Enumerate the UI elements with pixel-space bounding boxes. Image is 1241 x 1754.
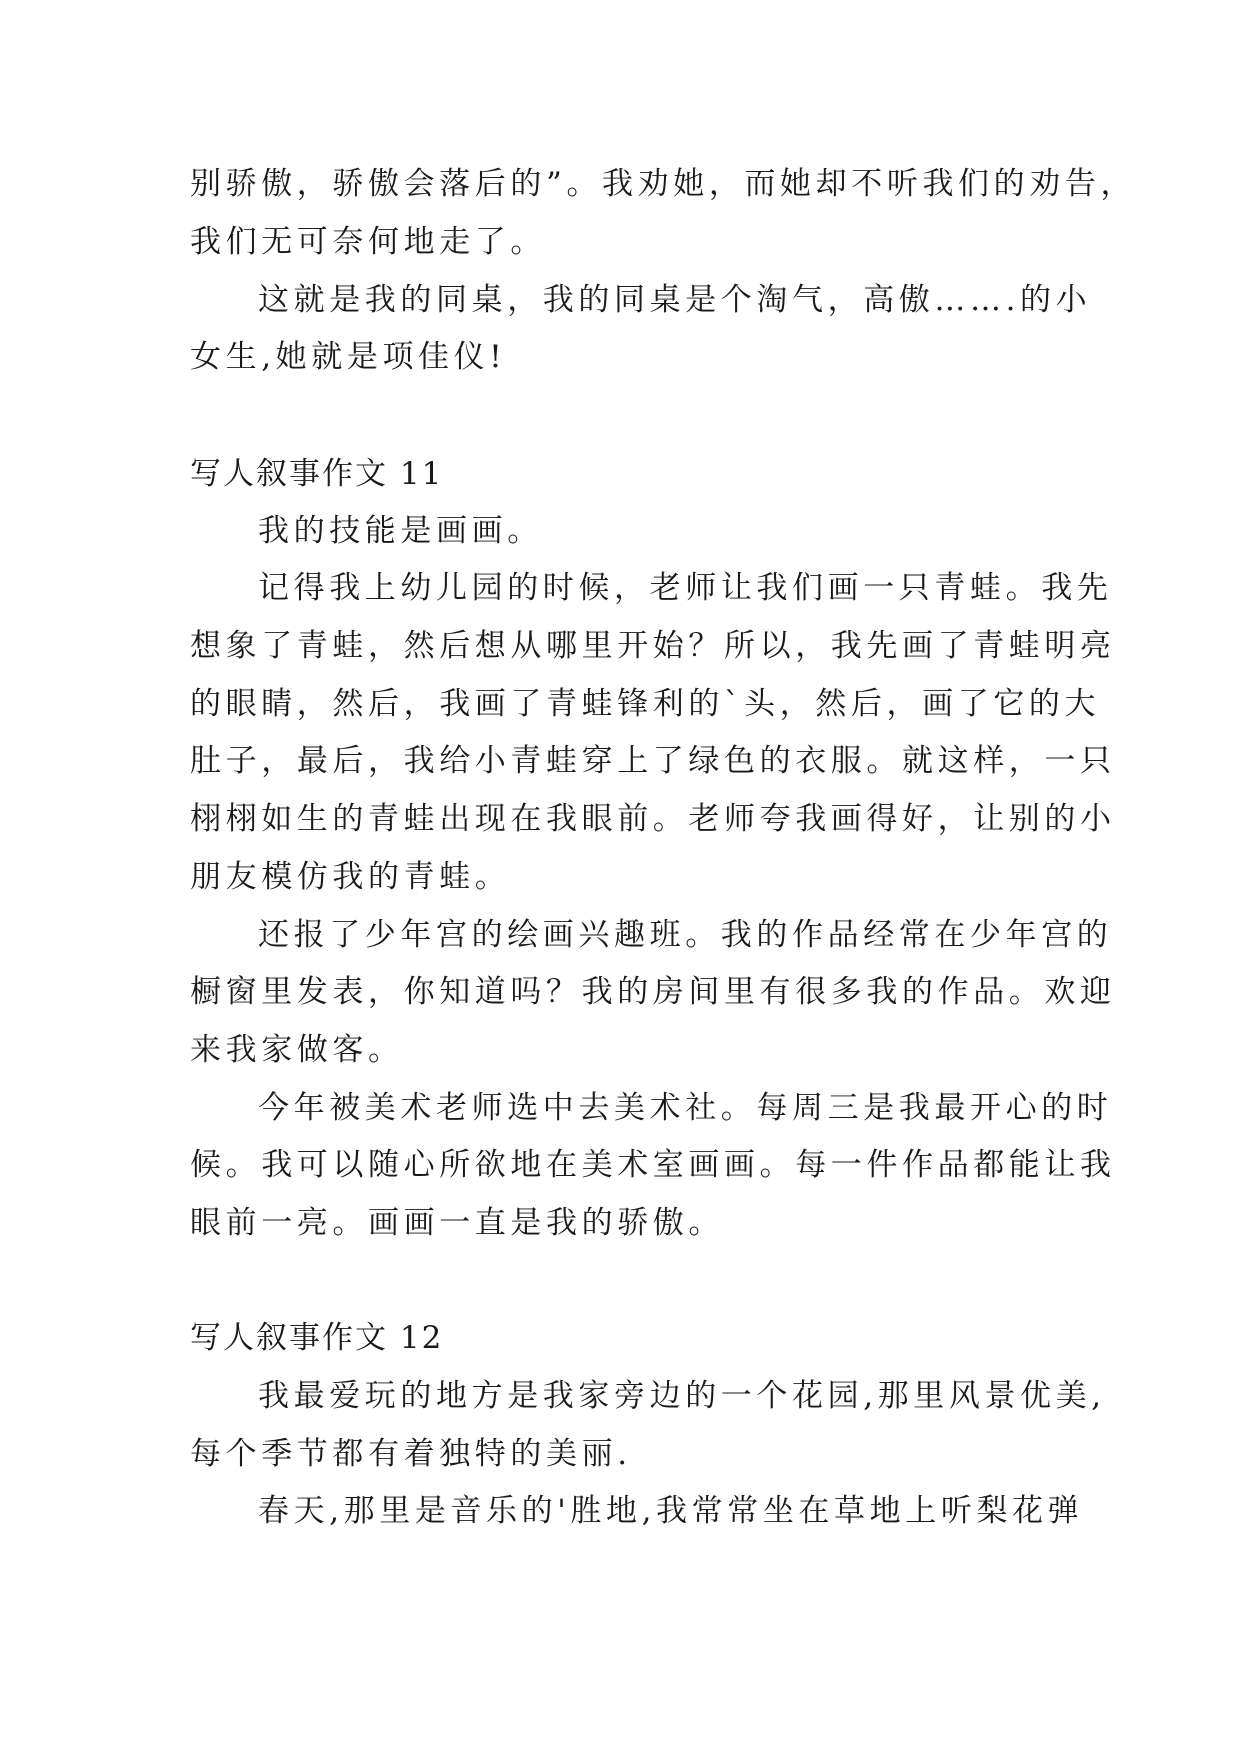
text-line: 女生,她就是项佳仪! [190, 339, 507, 375]
text-line: 候。我可以随心所欲地在美术室画画。每一件作品都能让我 [190, 1147, 1116, 1183]
text-line: 想象了青蛙，然后想从哪里开始？所以，我先画了青蛙明亮 [190, 628, 1116, 664]
text-line: 我最爱玩的地方是我家旁边的一个花园,那里风景优美, [258, 1378, 1106, 1414]
text-line: 每个季节都有着独特的美丽. [190, 1436, 632, 1472]
text-line: 橱窗里发表，你知道吗？我的房间里有很多我的作品。欢迎 [190, 974, 1116, 1010]
section-heading: 写人叙事作文 11 [190, 456, 444, 492]
text-line: 还报了少年宫的绘画兴趣班。我的作品经常在少年宫的 [258, 917, 1113, 953]
text-line: 我们无可奈何地走了。 [190, 224, 546, 260]
text-line: 别骄傲，骄傲会落后的”。我劝她，而她却不听我们的劝告， [190, 166, 1137, 202]
text-line: 我的技能是画画。 [258, 513, 543, 549]
text-line: 今年被美术老师选中去美术社。每周三是我最开心的时 [258, 1090, 1113, 1126]
text-line: 这就是我的同桌，我的同桌是个淘气，高傲…….的小 [258, 282, 1092, 318]
text-line: 的眼睛，然后，我画了青蛙锋利的`头，然后，画了它的大 [190, 686, 1101, 722]
section-heading: 写人叙事作文 12 [190, 1320, 444, 1356]
text-line: 记得我上幼儿园的时候，老师让我们画一只青蛙。我先 [258, 570, 1113, 606]
text-line: 来我家做客。 [190, 1032, 404, 1068]
text-line: 栩栩如生的青蛙出现在我眼前。老师夸我画得好，让别的小 [190, 801, 1116, 837]
text-line: 眼前一亮。画画一直是我的骄傲。 [190, 1205, 724, 1241]
text-line: 朋友模仿我的青蛙。 [190, 859, 511, 895]
text-line: 肚子，最后，我给小青蛙穿上了绿色的衣服。就这样，一只 [190, 743, 1116, 779]
text-line: 春天,那里是音乐的'胜地,我常常坐在草地上听梨花弹 [258, 1493, 1084, 1529]
